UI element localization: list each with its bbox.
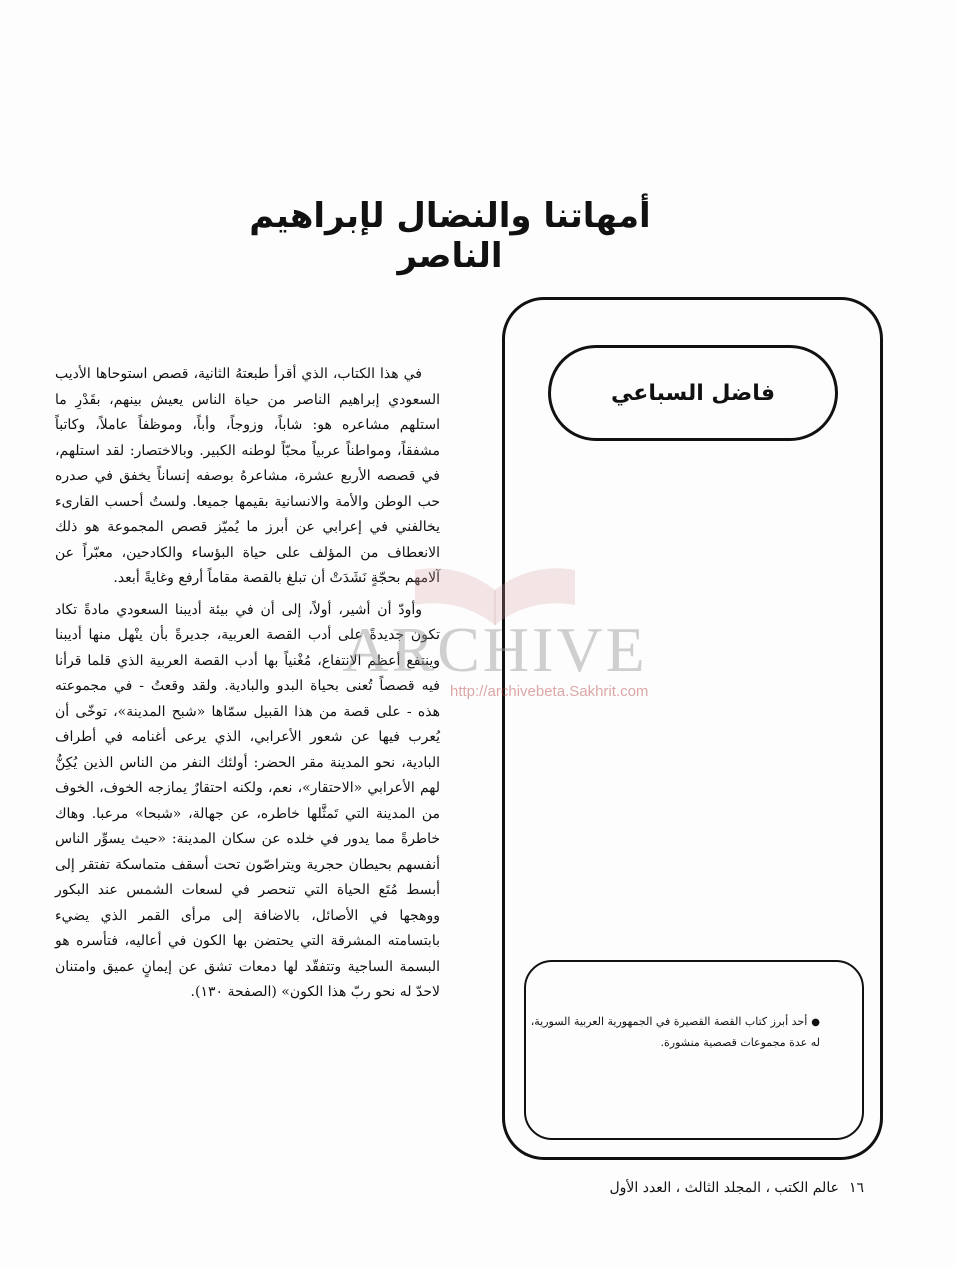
author-name: فاضل السباعي: [611, 380, 775, 406]
bullet-icon: ●: [811, 1017, 820, 1028]
article-title: أمهاتنا والنضال لإبراهيم الناصر: [249, 196, 651, 276]
watermark-url: http://archivebeta.Sakhrit.com: [450, 683, 649, 700]
article-paragraph-2: وأودّ أن أشير، أولاً، إلى أن في بيئة أديبنا السعودي مادةً تكاد تكون جديدةً على أدب القصة العربية، جديرةً بأن ينْهل منها أديبنا وينتفع أعظم الانتفاع، مُغْنياً بها أدب القصة العربية الذي قلما قرأنا فيه قصصاً تُعنى بحياة البدو والبادية. ولقد وقعتُ - في مجموعته هذه - على قصة من هذا القبيل سمّاها «شبح المدينة»، توخّى أن يُعرب فيها عن شعور الأعرابي، الذي يرعى أغنامه في أطراف البادية، نحو المدينة مقر الحضر: أولئك النفر من الناس الذين يُكِنُّ لهم الأعرابي «الاحتقار»، نعم، ولكنه احتقارٌ يمازجه الخوف، الخوف من المدينة التي تَمثَّلها خاطره، عن جهالة، «شبحا» مرعبا. وهاك خاطرةً مما يدور في خلده عن سكان المدينة: «حيث يسوِّر الناس أنفسهم بحيطان حجرية ويتراصّون تحت أسقف متماسكة تفتقر إلى أبسط مُتَع الحياة التي تنحصر في لسعات الشمس عند البكور ووهجها في الأصائل، بالاضافة إلى مرأى القمر الذي يضيء بابتسامته المشرقة التي يحتضن بها الكون في أعاليه، فتأسره هو البسمة الساجية وتتفقّد لها دمعات تشق عن إيمانٍ عميق وامتنان لاحدّ له نحو ربّ هذا الكون» (الصفحة ١٣٠).: [55, 601, 440, 1000]
running-title: عالم الكتب ، المجلد الثالث ، العدد الأول: [609, 1180, 839, 1196]
author-bio-text: أحد أبرز كتاب القصة القصيرة في الجمهورية العربية السورية، له عدة مجموعات قصصية منشورة.: [530, 1015, 820, 1049]
author-bio: [520, 1012, 820, 1053]
page-footer: [609, 1180, 864, 1196]
page-number: ١٦: [848, 1180, 864, 1196]
article-paragraph-1: في هذا الكتاب، الذي أقرأ طبعتهُ الثانية، قصص استوحاها الأديب السعودي إبراهيم الناصر من حياة الناس يعيش بينهم، بقَدْرِ ما استلهم مشاعره هو: شاباً، وزوجاً، وأباً، وموظفاً عاملاً، وكاتباً مشفقاً، ومواطناً عربياً محبّاً لوطنه الكبير. وبالاختصار: لقد استلهم، في قصصه الأربع عشرة، مشاعرهُ بوصفه إنساناً يخفق في صدره حب الوطن والأمة والانسانية بقيمها جميعا. ولستُ أحسب القارىء يخالفني في إعرابي عن أبرز ما يُميّز قصص المجموعة هو ذلك الانعطاف من المؤلف على حياة البؤساء والكادحين، معبّراً عن آلامهم بحجّةٍ نَشَدَتْ أن تبلغ بالقصة مقاماً أرفع وغايةً أبعد.: [55, 366, 440, 586]
article-body: [55, 362, 440, 1012]
author-name-box: [548, 345, 838, 441]
watermark-word: ARCHIVE: [342, 614, 648, 685]
